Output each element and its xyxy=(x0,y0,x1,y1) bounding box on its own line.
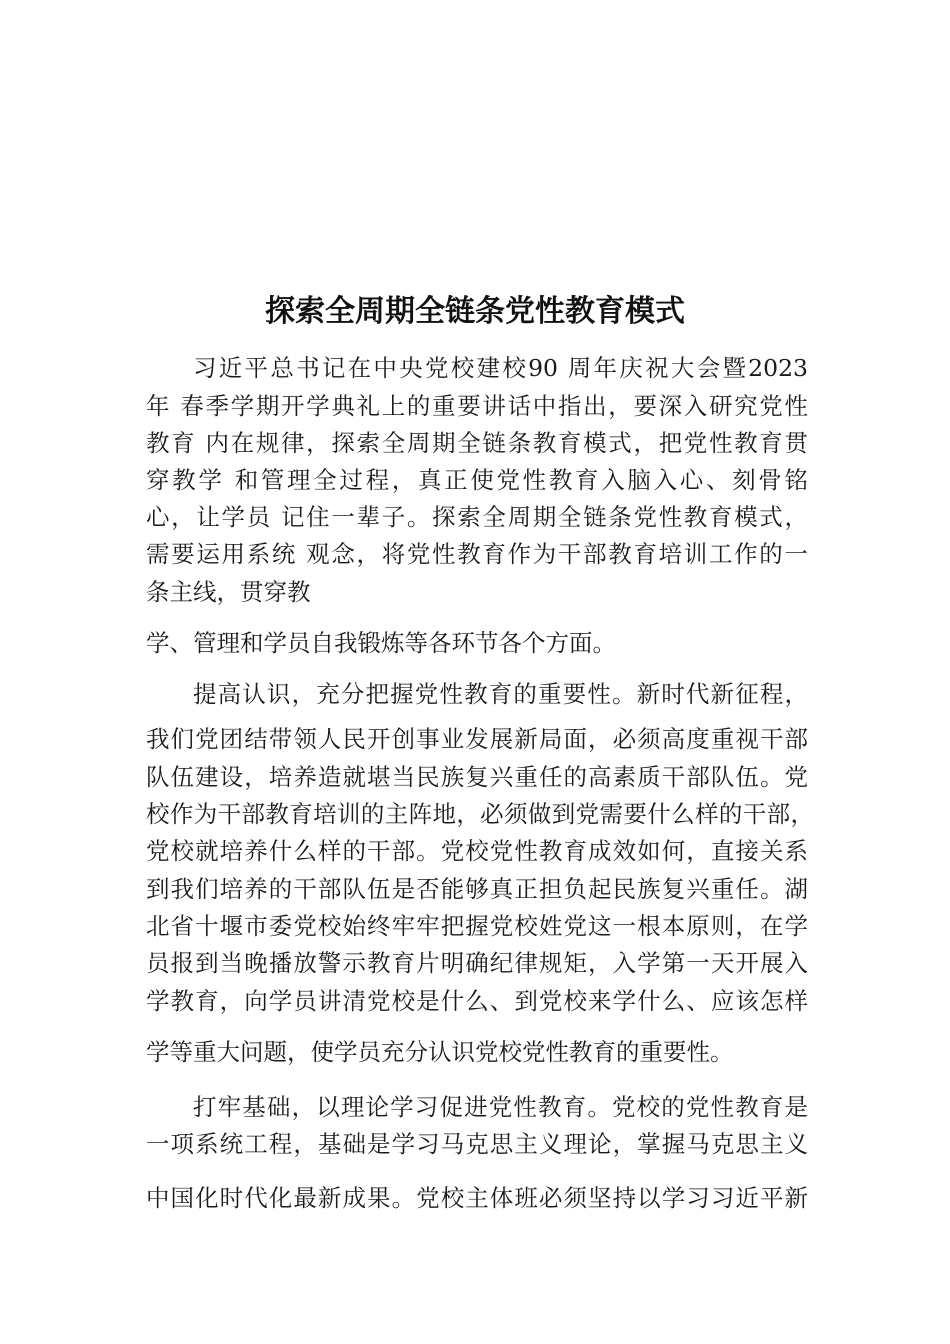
paragraph-line: 心，让学员 记住一辈子。探索全周期全链条党性教育模式， xyxy=(146,503,808,531)
paragraph-line: 北省十堰市委党校始终牢牢把握党校姓党这一根本原则，在学 xyxy=(146,912,808,940)
paragraph-line: 党校就培养什么样的干部。党校党性教育成效如何，直接关系 xyxy=(146,837,808,865)
paragraph-line: 校作为干部教育培训的主阵地，必须做到党需要什么样的干部， xyxy=(146,800,814,828)
paragraph-line: 需要运用系统 观念，将党性教育作为干部教育培训工作的一 xyxy=(146,540,808,568)
paragraph-line: 学等重大问题，使学员充分认识党校党性教育的重要性。 xyxy=(146,1038,734,1066)
paragraph-line: 到我们培养的干部队伍是否能够真正担负起民族复兴重任。湖 xyxy=(146,875,808,903)
paragraph-line: 学教育，向学员讲清党校是什么、到党校来学什么、应该怎样 xyxy=(146,987,808,1015)
paragraph-line: 中国化时代化最新成果。党校主体班必须坚持以学习习近平新 xyxy=(146,1184,808,1212)
paragraph-line: 条主线，贯穿教 xyxy=(146,578,311,606)
document-title: 探索全周期全链条党性教育模式 xyxy=(265,294,685,329)
paragraph-line: 学、管理和学员自我锻炼等各环节各个方面。 xyxy=(146,629,616,657)
paragraph-line: 员报到当晚播放警示教育片明确纪律规矩，入学第一天开展入 xyxy=(146,949,808,977)
paragraph-line: 教育 内在规律，探索全周期全链条教育模式，把党性教育贯 xyxy=(146,429,808,457)
paragraph-line: 年 春季学期开学典礼上的重要讲话中指出，要深入研究党性 xyxy=(146,392,808,420)
paragraph-line: 习近平总书记在中央党校建校90 周年庆祝大会暨2023 xyxy=(193,354,808,382)
paragraph-line: 一项系统工程，基础是学习马克思主义理论，掌握马克思主义 xyxy=(146,1130,808,1158)
paragraph-line: 我们党团结带领人民开创事业发展新局面，必须高度重视干部 xyxy=(146,725,808,753)
paragraph-line: 打牢基础，以理论学习促进党性教育。党校的党性教育是 xyxy=(193,1093,808,1121)
paragraph-line: 穿教学 和管理全过程，真正使党性教育入脑入心、刻骨铭 xyxy=(146,466,808,494)
paragraph-line: 队伍建设，培养造就堪当民族复兴重任的高素质干部队伍。党 xyxy=(146,763,808,791)
paragraph-line: 提高认识，充分把握党性教育的重要性。新时代新征程， xyxy=(193,680,808,708)
